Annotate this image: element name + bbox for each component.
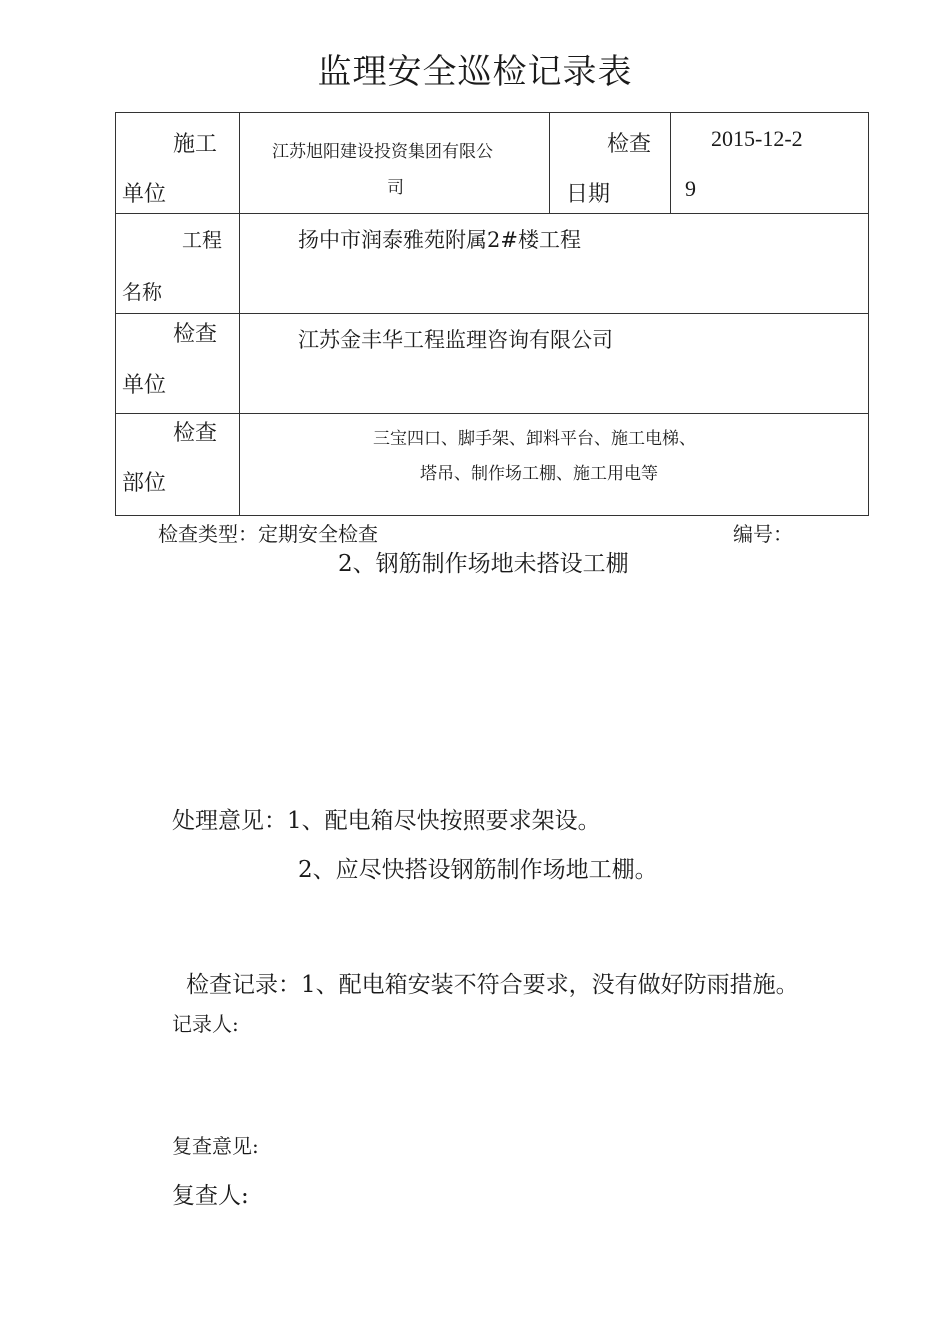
project-name-value-cell — [240, 214, 869, 314]
inspection-area-value-1: 三宝四口、脚手架、卸料平台、施工电梯、 — [373, 429, 696, 449]
inspection-unit-label-1: 检查 — [173, 322, 218, 347]
project-name-value: 扬中市润泰雅苑附属2#楼工程 — [298, 228, 581, 252]
inspection-area-label-2: 部位 — [122, 471, 167, 496]
check-date-label-1: 检查 — [607, 132, 652, 157]
check-date-value-cell — [671, 113, 869, 214]
inspection-unit-label-2: 单位 — [122, 373, 167, 398]
construction-unit-value-2: 司 — [387, 178, 404, 198]
reviewer-label: 复查人: — [172, 1183, 249, 1209]
check-date-value-2: 9 — [685, 176, 696, 201]
construction-unit-label-cell — [116, 113, 240, 214]
inspection-form-table — [115, 112, 869, 516]
handling-opinion-line-2: 2、应尽快搭设钢筋制作场地工棚。 — [298, 857, 658, 883]
check-date-value-1: 2015-12-2 — [711, 126, 803, 151]
serial-number-label: 编号： — [733, 522, 793, 546]
inspection-area-label-cell — [116, 414, 240, 516]
construction-unit-label-2: 单位 — [122, 182, 167, 207]
construction-unit-label-1: 施工 — [173, 132, 218, 157]
check-date-label-2: 日期 — [566, 182, 611, 207]
form-row-inspection-area — [116, 414, 869, 516]
inspection-record-line: 检查记录：1、配电箱安装不符合要求，没有做好防雨措施。 — [186, 972, 799, 998]
inspection-unit-value: 江苏金丰华工程监理咨询有限公司 — [298, 328, 613, 352]
project-name-label-2: 名称 — [122, 280, 162, 304]
construction-unit-value-cell — [240, 113, 550, 214]
project-name-label-1: 工程 — [182, 228, 222, 252]
form-row-inspection-unit — [116, 314, 869, 414]
inspection-area-label-1: 检查 — [173, 421, 218, 446]
issue-line: 2、钢筋制作场地未搭设工棚 — [338, 551, 629, 577]
inspection-unit-value-cell — [240, 314, 869, 414]
check-date-label-cell — [550, 113, 671, 214]
inspection-unit-label-cell — [116, 314, 240, 414]
handling-opinion-line-1: 处理意见：1、配电箱尽快按照要求架设。 — [172, 808, 601, 834]
construction-unit-value-1: 江苏旭阳建设投资集团有限公 — [272, 142, 493, 162]
recorder-label: 记录人: — [172, 1012, 239, 1036]
inspection-area-value-cell — [240, 414, 869, 516]
inspection-area-value-2: 塔吊、制作场工棚、施工用电等 — [420, 464, 658, 484]
page-title: 监理安全巡检记录表 — [317, 52, 633, 92]
check-type: 检查类型：定期安全检查 — [158, 522, 378, 546]
project-name-label-cell — [116, 214, 240, 314]
form-row-construction-unit — [116, 113, 869, 214]
form-row-project-name — [116, 214, 869, 314]
review-opinion-label: 复查意见: — [172, 1134, 259, 1158]
